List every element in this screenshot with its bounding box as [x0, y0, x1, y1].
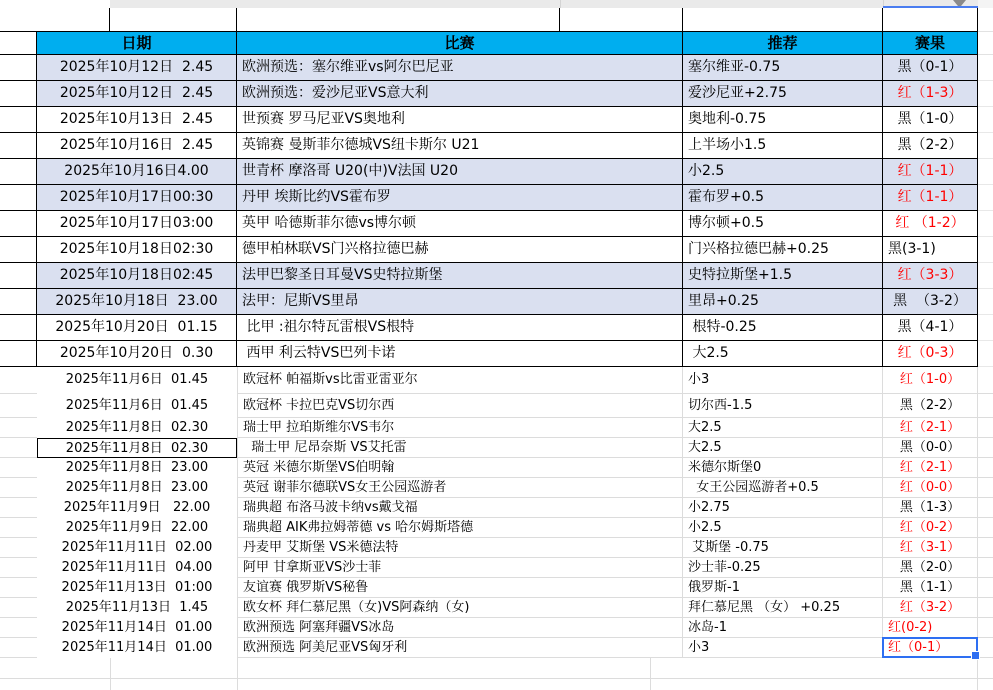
table-body	[0, 55, 993, 658]
cell-date[interactable]: 2025年11月11日 02.00	[61, 540, 213, 555]
cell-result[interactable]: 黑（0-0）	[883, 438, 978, 458]
table-row	[0, 558, 993, 578]
table-row	[0, 341, 993, 367]
gridline	[0, 678, 993, 679]
cell-date[interactable]: 2025年11月13日 01:00	[61, 580, 213, 595]
cell-match[interactable]: 瑞典超 布洛马波卡纳vs戴戈福	[237, 498, 683, 518]
row-margin-cell[interactable]	[0, 341, 37, 367]
empty-cell[interactable]	[0, 8, 110, 31]
header-date[interactable]: 日期	[37, 31, 237, 55]
cell-right-partial[interactable]	[978, 237, 993, 263]
cell-result[interactable]: 黑（1-0）	[883, 107, 978, 133]
table-row	[0, 618, 993, 638]
cell-match[interactable]: 欧冠杯 卡拉巴克VS切尔西	[237, 394, 683, 418]
cell-date[interactable]: 2025年10月16日 2.45	[37, 133, 237, 159]
cell-pick[interactable]: 爱沙尼亚+2.75	[683, 81, 883, 107]
cell-date[interactable]: 2025年10月18日02:45	[37, 263, 237, 289]
cell-match[interactable]: 欧女杯 拜仁慕尼黑（女)VS阿森纳（女)	[237, 598, 683, 618]
empty-cell[interactable]	[683, 8, 883, 31]
cell-result[interactable]: 红（3-2）	[883, 598, 978, 618]
header-match[interactable]: 比赛	[237, 31, 683, 55]
cell-right-partial[interactable]	[978, 211, 993, 237]
cell-result[interactable]: 红（1-0）	[883, 367, 978, 394]
cell-result[interactable]: 黑 （3-2）	[883, 289, 978, 315]
cell-date[interactable]: 2025年10月17日00:30	[37, 185, 237, 211]
cell-blue-underline	[883, 6, 978, 8]
cell-pick[interactable]: 博尔顿+0.5	[683, 211, 883, 237]
cell-date[interactable]: 2025年11月8日 23.00	[65, 460, 209, 475]
cell-pick[interactable]: 大2.5	[683, 438, 883, 458]
cell-match[interactable]: 欧洲预选 阿美尼亚VS匈牙利	[237, 638, 683, 658]
cell-pick[interactable]: 小2.5	[683, 159, 883, 185]
top-partial-row	[0, 0, 993, 8]
cell-match[interactable]: 法甲巴黎圣日耳曼VS史特拉斯堡	[237, 263, 683, 289]
cell-pick[interactable]: 塞尔维亚-0.75	[683, 55, 883, 81]
table-row	[0, 81, 993, 107]
cell-date[interactable]: 2025年11月14日 01.00	[61, 640, 213, 655]
cell-match[interactable]: 瑞典超 AIK弗拉姆蒂德 vs 哈尔姆斯塔德	[237, 518, 683, 538]
cell-match[interactable]: 英冠 米德尔斯堡VS伯明翰	[237, 458, 683, 478]
cell-date[interactable]: 2025年11月8日 02.30	[65, 420, 209, 435]
cell-right-partial[interactable]	[978, 578, 993, 598]
top-cell-right	[978, 0, 993, 8]
cell-match[interactable]: 瑞士甲 拉珀斯维尔VS韦尔	[237, 418, 683, 438]
row-margin-cell[interactable]	[0, 237, 37, 263]
header-result[interactable]: 赛果	[883, 31, 978, 55]
table-row	[0, 598, 993, 618]
cell-match[interactable]: 友谊赛 俄罗斯VS秘鲁	[237, 578, 683, 598]
row-margin-cell[interactable]	[0, 315, 37, 341]
cell-match[interactable]: 西甲 利云特VS巴列卡诺	[237, 341, 683, 367]
table-row	[0, 394, 993, 418]
cell-right-partial[interactable]	[978, 289, 993, 315]
cell-result[interactable]: 黑（1-1）	[883, 578, 978, 598]
header-margin-cell[interactable]	[0, 31, 37, 55]
row-margin-cell[interactable]	[0, 598, 37, 618]
cell-right-partial[interactable]	[978, 598, 993, 618]
cell-date[interactable]: 2025年10月12日 2.45	[37, 55, 237, 81]
cell-result[interactable]: 红（0-0）	[883, 478, 978, 498]
cell-right-partial[interactable]	[978, 55, 993, 81]
cell-result[interactable]: 红（3-3）	[883, 263, 978, 289]
cell-result[interactable]: 红（2-1）	[883, 418, 978, 438]
cell-result[interactable]: 黑（2-0）	[883, 558, 978, 578]
cell-pick[interactable]: 艾斯堡 -0.75	[683, 538, 883, 558]
cell-date[interactable]: 2025年11月8日 02.30	[37, 438, 237, 458]
cell-match[interactable]: 丹麦甲 艾斯堡 VS米德法特	[237, 538, 683, 558]
cell-pick[interactable]: 门兴格拉德巴赫+0.25	[683, 237, 883, 263]
cell-date[interactable]: 2025年11月8日 23.00	[65, 480, 209, 495]
cell-match[interactable]: 德甲柏林联VS门兴格拉德巴赫	[237, 237, 683, 263]
cell-pick[interactable]: 沙士菲-0.25	[683, 558, 883, 578]
row-margin-cell[interactable]	[0, 367, 37, 394]
top-cell-left	[0, 0, 111, 8]
empty-cell[interactable]	[978, 8, 993, 31]
cell-result[interactable]: 黑（4-1）	[883, 315, 978, 341]
table-row	[0, 418, 993, 438]
cell-match[interactable]: 法甲：尼斯VS里昂	[237, 289, 683, 315]
cell-right-partial[interactable]	[978, 341, 993, 367]
table-header-row	[0, 31, 993, 55]
cell-match[interactable]: 欧洲预选 阿塞拜疆VS冰岛	[237, 618, 683, 638]
cell-date[interactable]: 2025年11月14日 01.00	[61, 620, 213, 635]
row-margin-cell[interactable]	[0, 133, 37, 159]
gridline	[237, 658, 238, 690]
cell-date[interactable]: 2025年11月6日 01.45	[65, 398, 209, 413]
table-row	[0, 185, 993, 211]
cell-date[interactable]: 2025年11月9日 22.00	[63, 500, 211, 515]
cell-result[interactable]: 红(0-2)	[883, 618, 978, 638]
table-row	[0, 438, 993, 458]
header-pick[interactable]: 推荐	[683, 31, 883, 55]
cell-date[interactable]: 2025年11月9日 22.00	[65, 520, 209, 535]
cell-right-partial[interactable]	[978, 81, 993, 107]
cell-result[interactable]: 黑（2-2）	[883, 394, 978, 418]
row-margin-cell[interactable]	[0, 418, 37, 438]
cell-pick[interactable]: 女王公园巡游者+0.5	[683, 478, 883, 498]
cell-right-partial[interactable]	[978, 638, 993, 658]
cell-right-partial[interactable]	[978, 538, 993, 558]
cell-result[interactable]: 红（3-1）	[883, 538, 978, 558]
empty-cell[interactable]	[560, 8, 683, 31]
table-row	[0, 55, 993, 81]
row-margin-cell[interactable]	[0, 518, 37, 538]
cell-pick[interactable]: 切尔西-1.5	[683, 394, 883, 418]
row-margin-cell[interactable]	[0, 55, 37, 81]
row-margin-cell[interactable]	[0, 185, 37, 211]
empty-cell[interactable]	[110, 8, 237, 31]
table-row	[0, 107, 993, 133]
cell-match[interactable]: 瑞士甲 尼昂奈斯 VS艾托雷	[237, 438, 683, 458]
cell-result[interactable]: 红（0-3）	[883, 341, 978, 367]
table-row	[0, 367, 993, 394]
header-right-partial[interactable]	[978, 31, 993, 55]
cell-right-partial[interactable]	[978, 185, 993, 211]
row-margin-cell[interactable]	[0, 107, 37, 133]
cell-right-partial[interactable]	[978, 458, 993, 478]
table-row	[0, 638, 993, 658]
cell-date[interactable]: 2025年11月11日 04.00	[61, 560, 213, 575]
empty-cell[interactable]	[237, 8, 560, 31]
cell-right-partial[interactable]	[978, 315, 993, 341]
table-row	[0, 315, 993, 341]
cell-match[interactable]: 世青杯 摩洛哥 U20(中)V法国 U20	[237, 159, 683, 185]
cell-result[interactable]: 黑（0-1）	[883, 55, 978, 81]
cell-pick[interactable]: 米德尔斯堡0	[683, 458, 883, 478]
cell-pick[interactable]: 小2.75	[683, 498, 883, 518]
gridline	[977, 658, 978, 690]
table-row	[0, 578, 993, 598]
table-row	[0, 518, 993, 538]
cell-right-partial[interactable]	[978, 518, 993, 538]
cell-pick[interactable]: 霍布罗+0.5	[683, 185, 883, 211]
cell-right-partial[interactable]	[978, 438, 993, 458]
row-margin-cell[interactable]	[0, 81, 37, 107]
row-margin-cell[interactable]	[0, 458, 37, 478]
cell-result[interactable]: 红 （1-2）	[883, 211, 978, 237]
cell-result[interactable]: 黑（1-3）	[883, 498, 978, 518]
gridline	[650, 658, 651, 690]
cell-pick[interactable]: 大2.5	[683, 418, 883, 438]
gridline	[110, 658, 111, 690]
row-margin-cell[interactable]	[0, 211, 37, 237]
cell-date[interactable]: 2025年10月12日 2.45	[37, 81, 237, 107]
cell-match[interactable]: 比甲 :祖尔特瓦雷根VS根特	[237, 315, 683, 341]
cell-right-partial[interactable]	[978, 159, 993, 185]
cell-pick[interactable]: 根特-0.25	[683, 315, 883, 341]
table-row	[0, 211, 993, 237]
table-row	[0, 133, 993, 159]
cell-pick[interactable]: 史特拉斯堡+1.5	[683, 263, 883, 289]
cell-date[interactable]: 2025年10月16日4.00	[37, 159, 237, 185]
cell-right-partial[interactable]	[978, 478, 993, 498]
cell-right-partial[interactable]	[978, 558, 993, 578]
cell-result[interactable]: 红（1-3）	[883, 81, 978, 107]
cell-result[interactable]: 黑(3-1)	[883, 237, 978, 263]
cell-right-partial[interactable]	[978, 133, 993, 159]
cell-date[interactable]: 2025年11月6日 01.45	[65, 372, 209, 387]
cell-match[interactable]: 欧洲预选：塞尔维亚vs阿尔巴尼亚	[237, 55, 683, 81]
cell-right-partial[interactable]	[978, 107, 993, 133]
table-row	[0, 159, 993, 185]
cell-right-partial[interactable]	[978, 498, 993, 518]
cell-right-partial[interactable]	[978, 418, 993, 438]
row-margin-cell[interactable]	[0, 558, 37, 578]
cell-right-partial[interactable]	[978, 263, 993, 289]
row-margin-cell[interactable]	[0, 289, 37, 315]
empty-cell[interactable]	[883, 8, 978, 31]
cell-match[interactable]: 世预赛 罗马尼亚VS奥地利	[237, 107, 683, 133]
cell-result[interactable]: 红（0-2）	[883, 518, 978, 538]
empty-row	[0, 8, 993, 31]
cell-pick[interactable]: 小3	[683, 367, 883, 394]
cell-date[interactable]: 2025年11月13日 1.45	[65, 600, 209, 615]
cell-result-selected[interactable]: 红（0-1）	[883, 638, 978, 658]
row-margin-cell[interactable]	[0, 538, 37, 558]
row-margin-cell[interactable]	[0, 438, 37, 458]
cell-date[interactable]: 2025年10月17日03:00	[37, 211, 237, 237]
cell-pick[interactable]: 上半场小1.5	[683, 133, 883, 159]
cell-right-partial[interactable]	[978, 367, 993, 394]
row-margin-cell[interactable]	[0, 578, 37, 598]
table-row	[0, 289, 993, 315]
cell-pick[interactable]: 俄罗斯-1	[683, 578, 883, 598]
cell-pick[interactable]: 大2.5	[683, 341, 883, 367]
cell-result[interactable]: 黑（2-2）	[883, 133, 978, 159]
cell-date[interactable]: 2025年10月20日 0.30	[37, 341, 237, 367]
table-row	[0, 458, 993, 478]
cell-match[interactable]: 欧洲预选：爱沙尼亚VS意大利	[237, 81, 683, 107]
cell-right-partial[interactable]	[978, 394, 993, 418]
cell-pick[interactable]: 冰岛-1	[683, 618, 883, 638]
cell-match[interactable]: 英冠 谢菲尔德联VS女王公园巡游者	[237, 478, 683, 498]
cell-pick[interactable]: 拜仁慕尼黑 （女） +0.25	[683, 598, 883, 618]
cell-result[interactable]: 红（1-1）	[883, 159, 978, 185]
cell-right-partial[interactable]	[978, 618, 993, 638]
table-row	[0, 498, 993, 518]
cell-match[interactable]: 英甲 哈德斯菲尔德vs博尔顿	[237, 211, 683, 237]
cell-pick[interactable]: 小2.5	[683, 518, 883, 538]
cell-result[interactable]: 红（1-1）	[883, 185, 978, 211]
cell-pick[interactable]: 小3	[683, 638, 883, 658]
table-row	[0, 538, 993, 558]
cell-pick[interactable]: 里昂+0.25	[683, 289, 883, 315]
bottom-empty-area	[0, 658, 993, 690]
gridline	[560, 0, 561, 8]
row-margin-cell[interactable]	[0, 618, 37, 638]
cell-pick[interactable]: 奥地利-0.75	[683, 107, 883, 133]
cell-match[interactable]: 欧冠杯 帕福斯vs比雷亚雷亚尔	[237, 367, 683, 394]
cell-match[interactable]: 丹甲 埃斯比约VS霍布罗	[237, 185, 683, 211]
cell-result[interactable]: 红（2-1）	[883, 458, 978, 478]
cell-match[interactable]: 英锦赛 曼斯菲尔德城VS纽卡斯尔 U21	[237, 133, 683, 159]
cell-date[interactable]: 2025年10月20日 01.15	[37, 315, 237, 341]
table-row	[0, 237, 993, 263]
table-row	[0, 263, 993, 289]
row-margin-cell[interactable]	[0, 159, 37, 185]
cell-match[interactable]: 阿甲 甘拿斯亚VS沙士菲	[237, 558, 683, 578]
row-margin-cell[interactable]	[0, 498, 37, 518]
row-margin-cell[interactable]	[0, 478, 37, 498]
cell-date[interactable]: 2025年10月18日 23.00	[37, 289, 237, 315]
cell-date[interactable]: 2025年10月18日02:30	[37, 237, 237, 263]
top-cell-middle	[110, 0, 979, 8]
cell-date[interactable]: 2025年10月13日 2.45	[37, 107, 237, 133]
row-margin-cell[interactable]	[0, 394, 37, 418]
table-row	[0, 478, 993, 498]
row-margin-cell[interactable]	[0, 638, 37, 658]
row-margin-cell[interactable]	[0, 263, 37, 289]
